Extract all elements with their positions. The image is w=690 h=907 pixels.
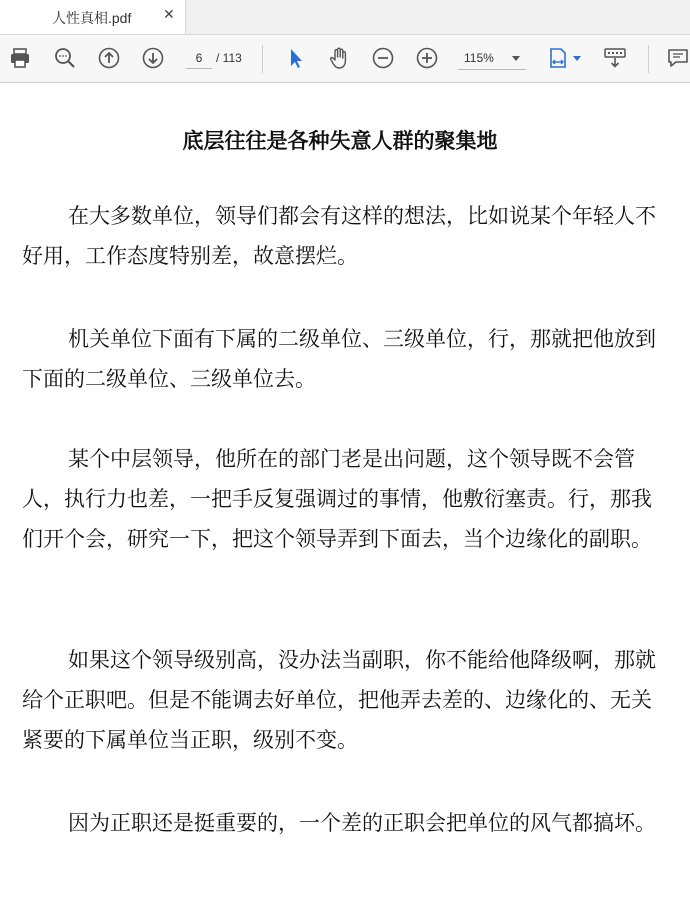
comment-icon[interactable] [666, 46, 690, 70]
toolbar-divider [648, 45, 649, 73]
toolbar-divider [262, 45, 263, 73]
fit-dropdown-caret-icon[interactable] [573, 56, 581, 61]
page-total: / 113 [216, 51, 242, 65]
tab-document[interactable] [0, 0, 186, 34]
zoom-in-icon[interactable] [415, 46, 439, 70]
print-icon[interactable] [8, 46, 32, 70]
paragraph-5: 因为正职还是挺重要的，一个差的正职会把单位的风气都搞坏。 [68, 811, 656, 835]
paragraph-2: 机关单位下面有下属的二级单位、三级单位，行，那就把他放到下面的二级单位、三级单位去。 [22, 327, 656, 391]
paragraph-3: 某个中层领导，他所在的部门老是出问题，这个领导既不会管人，执行力也差，一把手反复强调过的事情，他敷衍塞责。行，那我们开个会，研究一下，把这个领导弄到下面去，当个边缘化的副职。 [22, 447, 652, 551]
zoom-value: 115% [464, 51, 494, 65]
tab-title: 人性真相.pdf [52, 10, 132, 26]
document-title: 底层往往是各种失意人群的聚集地 [182, 129, 498, 153]
chevron-down-icon [512, 56, 520, 61]
page-up-icon[interactable] [97, 46, 121, 70]
hand-icon[interactable] [327, 46, 351, 70]
zoom-select[interactable] [458, 47, 526, 70]
paragraph-1: 在大多数单位，领导们都会有这样的想法，比如说某个年轻人不好用，工作态度特别差，故意摆烂。 [22, 204, 656, 268]
fit-page-icon[interactable] [546, 46, 570, 70]
document-page [0, 83, 690, 907]
page-number-input[interactable] [186, 48, 212, 69]
close-icon[interactable]: ✕ [163, 7, 175, 23]
select-cursor-icon[interactable] [284, 46, 308, 70]
keyboard-icon[interactable] [603, 46, 627, 70]
toolbar [0, 35, 690, 83]
zoom-out-icon[interactable] [371, 46, 395, 70]
tab-strip [0, 0, 690, 35]
page-down-icon[interactable] [141, 46, 165, 70]
search-icon[interactable] [53, 46, 77, 70]
paragraph-4: 如果这个领导级别高，没办法当副职，你不能给他降级啊，那就给个正职吧。但是不能调去好单位，把他弄去差的、边缘化的、无关紧要的下属单位当正职，级别不变。 [22, 648, 656, 752]
